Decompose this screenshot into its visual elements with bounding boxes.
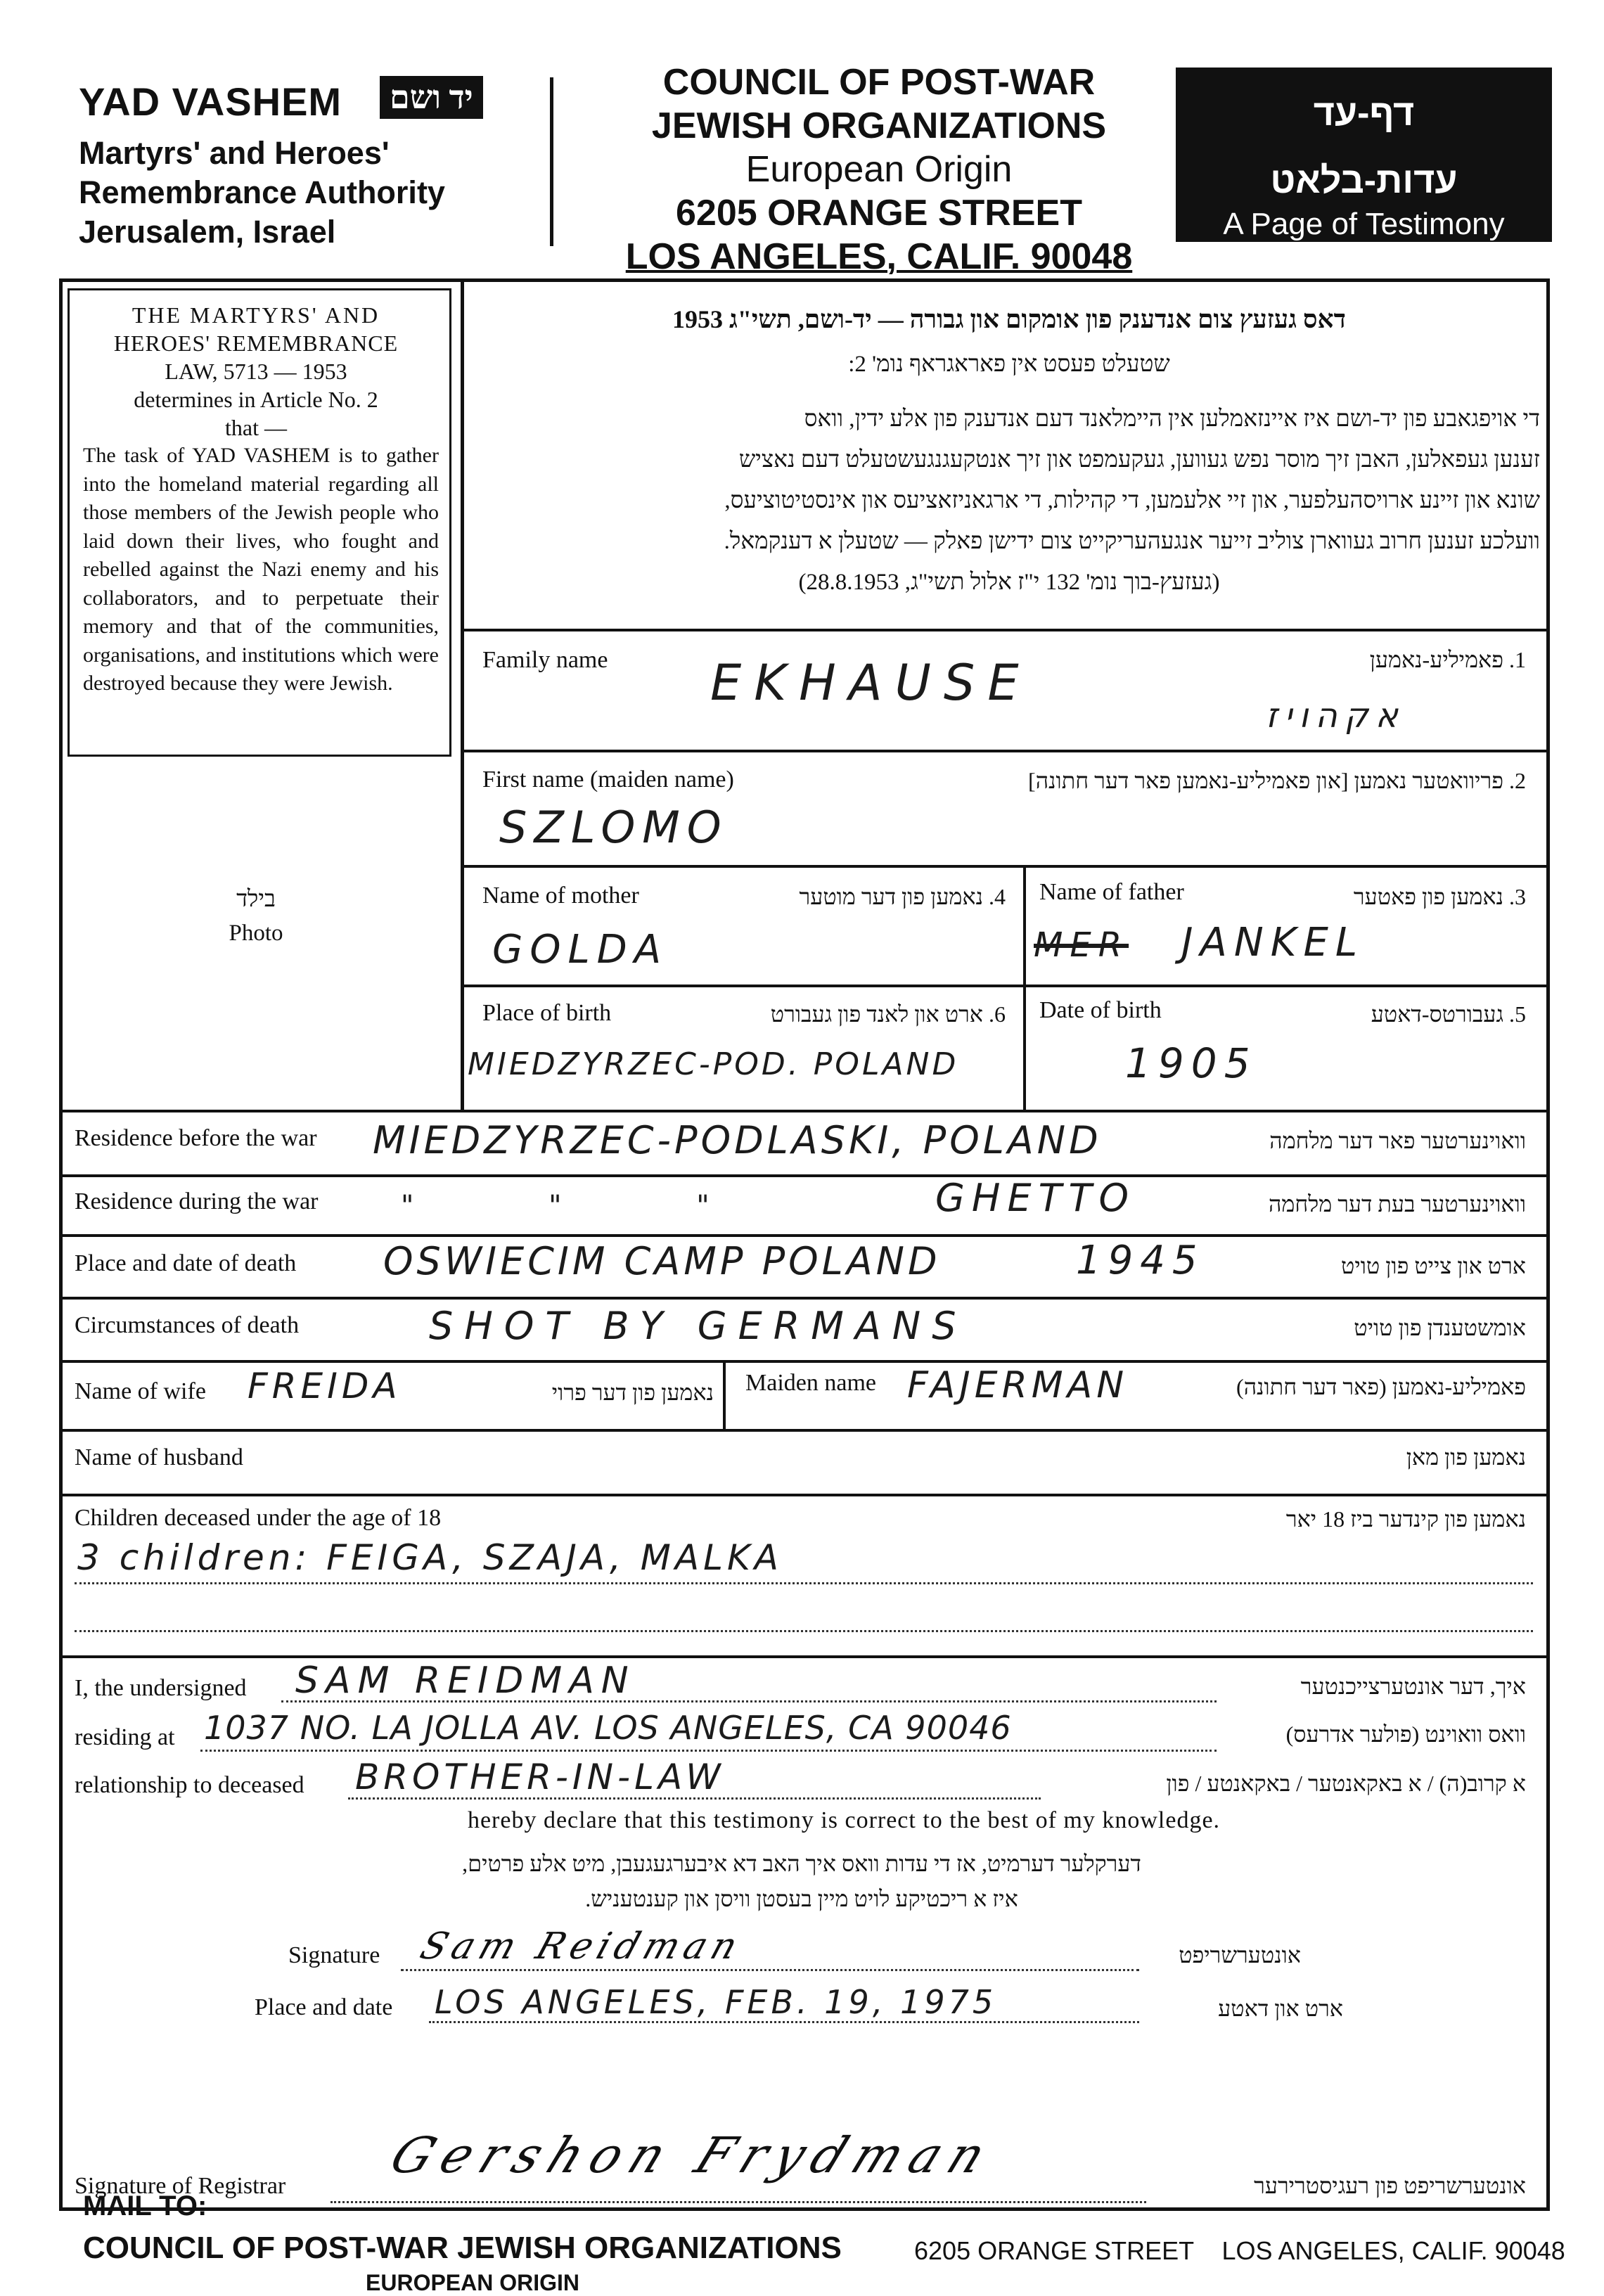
circumstances-value[interactable]: SHOT BY GERMANS [429, 1304, 968, 1348]
law-heading [73, 301, 439, 442]
circumstances-hebrew-label: אומשטענדן פון טויט [1354, 1315, 1526, 1340]
birthdate-hebrew-label: 5. געבורטס-דאטע [1371, 1001, 1526, 1027]
father-name-struck: MER [1034, 925, 1129, 965]
death-place-date-hebrew-label: ארט און צייט פון טויט [1340, 1253, 1526, 1278]
residing-hebrew-label: וואס וואוינט (פולער אדרעס) [1285, 1721, 1526, 1747]
undersigned-hebrew-label: איך, דער אונטערצייכנטער [1300, 1674, 1526, 1699]
law-task-text: The task of YAD VASHEM is to gather into the homeland material regarding all those members of the Jewish people who laid down their lives, who fought and rebelled against the Nazi enemy and his collaborators, and to perpetuate their memory and that of the communities, organisations, and institutions which were destroyed because they were Jewish. [83, 444, 439, 695]
wife-name-value[interactable]: FREIDA [248, 1366, 402, 1406]
undersigned-value[interactable]: SAM REIDMAN [295, 1660, 636, 1702]
yad-vashem-title: YAD VASHEM [79, 79, 342, 124]
rule [59, 1655, 1546, 1658]
undersigned-label: I, the undersigned [75, 1675, 247, 1701]
hebrew-law-line: דאס געזעץ צום אנדענק פון אומקום און גבורה — יד-ושם, תשי"ג 1953 [672, 305, 1346, 333]
page-of-testimony-box [1176, 68, 1552, 242]
birthplace-label: Place of birth [482, 1000, 612, 1026]
pot-english-title: A Page of Testimony [1223, 207, 1505, 241]
yv-subtitle-line: Remembrance Authority [79, 174, 445, 210]
place-date-hebrew-label: ארט און דאטע [1218, 1996, 1343, 2021]
yad-vashem-logo: יד ושם [380, 76, 483, 119]
declaration-hebrew [295, 1846, 1308, 1916]
council-address-block [563, 60, 1195, 278]
residence-during-hebrew-label: וואוינערטער בעת דער מלחמה [1268, 1191, 1526, 1217]
council-line: European Origin [745, 149, 1013, 190]
birthdate-label: Date of birth [1039, 997, 1162, 1023]
pot-yiddish-title: עדות-בלאט [1270, 160, 1458, 201]
law-line: THE MARTYRS' AND [131, 302, 380, 328]
mother-name-label: Name of mother [482, 883, 639, 909]
law-line: LAW, 5713 — 1953 [165, 359, 347, 384]
header-divider [550, 77, 553, 246]
rule [59, 1429, 1546, 1432]
hebrew-law-line: זענען געפאלען, האבן זיך מוסר נפש געווען, געקעמפט און זיך אנטקעגנגעשטעלט דעם נאציש [738, 447, 1540, 473]
signature-hebrew-label: אונטערשריפט [1179, 1942, 1301, 1968]
birthplace-hebrew-label: 6. ארט און לאנד פון געבורט [770, 1001, 1006, 1027]
rule [59, 1360, 1546, 1363]
council-line: LOS ANGELES, CALIF. 90048 [625, 236, 1133, 277]
residing-value[interactable]: 1037 NO. LA JOLLA AV. LOS ANGELES, CA 90046 [204, 1709, 1012, 1747]
yad-vashem-subtitle [79, 134, 445, 252]
family-name-value[interactable]: EKHAUSE [710, 654, 1032, 712]
rule [59, 1110, 1546, 1112]
residing-label: residing at [75, 1724, 175, 1750]
children-value[interactable]: 3 children: FEIGA, SZAJA, MALKA [77, 1537, 783, 1578]
place-date-value[interactable]: LOS ANGELES, FEB. 19, 1975 [435, 1983, 997, 2021]
rule [1023, 865, 1026, 1111]
children-dotted-line [75, 1630, 1533, 1632]
signature-label: Signature [288, 1942, 380, 1968]
husband-name-label: Name of husband [75, 1444, 243, 1470]
registrar-signature-hebrew-label: אונטערשריפט פון רעגיסטרירער [1254, 2173, 1526, 2198]
law-line: that — [225, 415, 287, 440]
children-hebrew-label: נאמען פון קינדער ביז 18 יאר [1285, 1506, 1526, 1532]
signature-dotted-line [401, 1969, 1139, 1971]
first-name-label: First name (maiden name) [482, 767, 734, 793]
wife-name-hebrew-label: נאמען פון דער פרוי [551, 1380, 714, 1405]
yv-subtitle-line: Martyrs' and Heroes' [79, 135, 390, 171]
hebrew-law-line: שונא און זיינע ארויסהעלפער, און זיי אלעמען, די קהילות, די ארגאניזאציעס און אינסטיטוציעס, [724, 488, 1540, 513]
registrar-signature-label: Signature of Registrar [75, 2173, 286, 2199]
residence-before-hebrew-label: וואוינערטער פאר דער מלחמה [1269, 1128, 1526, 1153]
residence-during-ditto: " " " [401, 1190, 717, 1222]
declaration-hebrew-line: דערקלער דערמיט, אז די עדות וואס איך האב דא איבערגעגעבן, מיט אלע פרטים, [462, 1851, 1141, 1876]
relationship-value[interactable]: BROTHER-IN-LAW [355, 1757, 725, 1797]
relationship-label: relationship to deceased [75, 1772, 304, 1798]
residence-during-label: Residence during the war [75, 1188, 319, 1214]
children-dotted-line [75, 1582, 1533, 1584]
death-place-value[interactable]: OSWIECIM CAMP POLAND [383, 1239, 941, 1283]
council-line: 6205 ORANGE STREET [676, 193, 1082, 233]
family-name-label: Family name [482, 647, 608, 673]
rule [59, 1234, 1546, 1237]
family-name-hebrew-note: אקהויז [1266, 696, 1405, 736]
rule [461, 750, 1546, 752]
rule [59, 1494, 1546, 1496]
husband-name-hebrew-label: נאמען פון מאן [1406, 1444, 1526, 1470]
family-name-hebrew-label: 1. פאמיליע-נאמען [1369, 647, 1526, 672]
footer-address: 6205 ORANGE STREET LOS ANGELES, CALIF. 90048 [914, 2236, 1565, 2265]
photo-label: Photo [229, 921, 283, 946]
father-name-label: Name of father [1039, 879, 1184, 905]
circumstances-label: Circumstances of death [75, 1312, 300, 1338]
birthdate-value[interactable]: 1905 [1125, 1039, 1257, 1087]
undersigned-dotted-line [281, 1700, 1217, 1702]
hebrew-law-line: שטעלט פעסט אין פאראגראף נומ' 2: [848, 352, 1170, 377]
declaration-text: hereby declare that this testimony is correct to the best of my knowledge. [467, 1807, 1221, 1833]
children-label: Children deceased under the age of 18 [75, 1505, 442, 1531]
rule [461, 629, 1546, 631]
rule [59, 1174, 1546, 1177]
declaration-hebrew-line: איז א ריכטיקע לויט מיין בעסטן וויסן און קענטעניש. [585, 1886, 1018, 1911]
residence-before-label: Residence before the war [75, 1125, 317, 1151]
father-name-value[interactable]: JANKEL [1181, 920, 1365, 966]
hebrew-law-line: וועלכע זענען חרוב געווארן צוליב זייער אנגעהעריקייט צום ידישן פאלק — שטעלן א דענקמאל. [724, 529, 1540, 554]
law-line: determines in Article No. 2 [134, 387, 378, 412]
mother-name-value[interactable]: GOLDA [492, 927, 669, 973]
council-line: JEWISH ORGANIZATIONS [651, 105, 1107, 146]
yv-subtitle-line: Jerusalem, Israel [79, 214, 336, 250]
registrar-dotted-line [331, 2201, 1146, 2203]
signature-value[interactable]: Sam Reidman [415, 1925, 748, 1968]
residing-dotted-line [200, 1750, 1217, 1752]
mail-to-label: MAIL TO: [83, 2191, 207, 2221]
residence-before-value[interactable]: MIEDZYRZEC-PODLASKI, POLAND [373, 1118, 1102, 1162]
maiden-name-hebrew-label: פאמיליע-נאמען (פאר דער חתונה) [1236, 1374, 1526, 1399]
photo-label-hebrew: בילד [236, 887, 276, 912]
death-place-date-label: Place and date of death [75, 1250, 297, 1276]
relationship-dotted-line [348, 1797, 1041, 1800]
first-name-value[interactable]: SZLOMO [499, 802, 729, 853]
place-date-dotted-line [429, 2021, 1139, 2023]
hebrew-law-line: די אויפגאבע פון יד-ושם איז איינזאמלען אין היימלאנד דעם אנדענק פון אלע ידין, וואס [804, 406, 1540, 432]
registrar-signature-value[interactable]: Gershon Frydman [382, 2127, 1004, 2184]
rule [723, 1360, 726, 1430]
father-name-hebrew-label: 3. נאמען פון פאטער [1353, 884, 1526, 909]
council-line: COUNCIL OF POST-WAR [662, 62, 1096, 103]
rule [59, 1297, 1546, 1300]
residence-during-value[interactable]: GHETTO [935, 1176, 1136, 1220]
relationship-hebrew-label: א קרוב(ה) / א באקאנטער / באקאנטע / פון [1166, 1771, 1526, 1796]
law-line: HEROES' REMEMBRANCE [113, 331, 399, 356]
place-date-label: Place and date [255, 1994, 393, 2020]
birthplace-value[interactable]: MIEDZYRZEC-POD. POLAND [468, 1046, 959, 1082]
rule [461, 985, 1546, 987]
hebrew-law-text [478, 299, 1540, 603]
wife-name-label: Name of wife [75, 1378, 206, 1404]
mother-name-hebrew-label: 4. נאמען פון דער מוטער [799, 884, 1006, 909]
maiden-name-value[interactable]: FAJERMAN [907, 1364, 1129, 1406]
hebrew-law-line: (געזעץ-בוך נומ' 132 י"ז אלול תשי"ג, 28.8.1953) [798, 570, 1220, 595]
death-year-value[interactable]: 1945 [1076, 1238, 1205, 1283]
pot-hebrew-title: דף-עד [1313, 93, 1415, 134]
first-name-hebrew-label: 2. פריוואטער נאמען [און פאמיליע-נאמען פאר דער חתונה] [1028, 768, 1526, 793]
rule [461, 865, 1546, 868]
maiden-name-label: Maiden name [745, 1370, 876, 1396]
photo-area [73, 883, 439, 950]
footer-european-origin: EUROPEAN ORIGIN [366, 2270, 580, 2295]
footer-organization: COUNCIL OF POST-WAR JEWISH ORGANIZATIONS [83, 2231, 842, 2265]
